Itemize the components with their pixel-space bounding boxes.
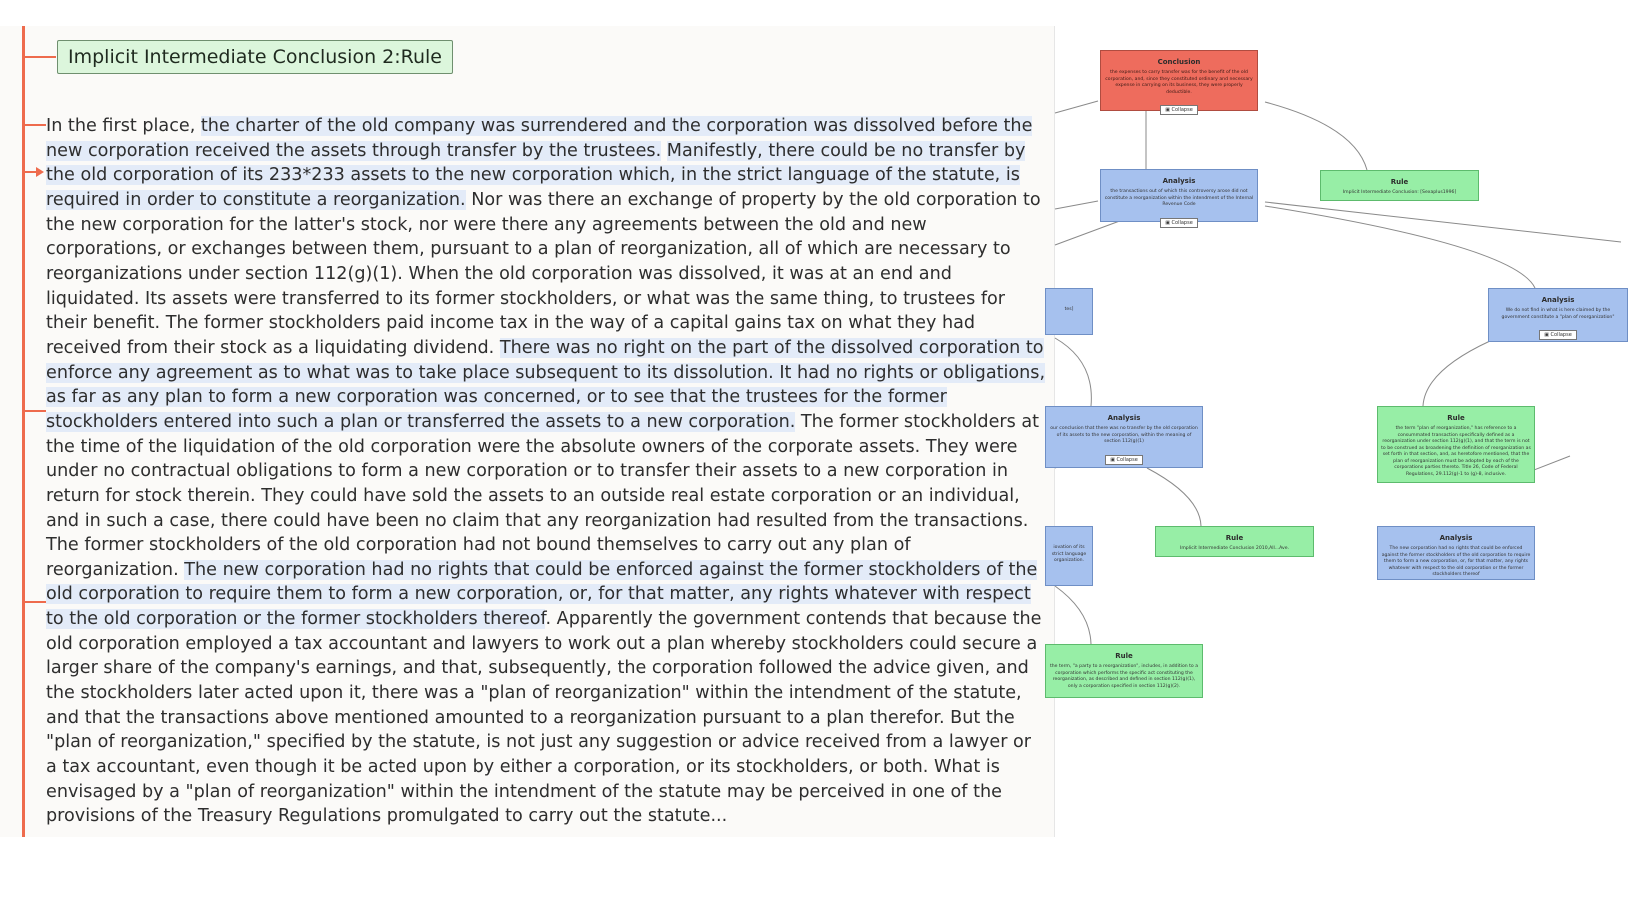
node-text: We do not find in what is here claimed by the government constitute a "plan of reorganization" — [1501, 308, 1615, 320]
branch-connector — [24, 601, 46, 603]
highlighted-sentence[interactable]: There was no right on the part of the dissolved corporation to enforce any agreement as to what was to take place subsequent to its dissolution. It had no rights or obligations, as far as any plan to form a new corporation was concerned, or to see that the trustees for the former stockholders entered into such a plan or transferred the assets to a new corporation. — [46, 337, 1046, 432]
node-text: tes] — [1064, 307, 1074, 312]
tree-spine — [22, 26, 25, 837]
text-segment: Nor was there an exchange of property by the old corporation to the new corporation for the latter's stock, nor were there any agreements between the old and new corporations, or exchanges between them, pursuant to a plan of reorganization, all of which are necessary to reorganizations under section 112(g)(1). When the old corporation was dissolved, it was at an end and liquidated. Its assets were transferred to its former stockholders, or what was the same thing, to trustees for their benefit. The former stockholders paid income tax in the way of a capital gains tax on what they had received from their stock as a liquidating dividend. — [46, 189, 1041, 358]
graph-node-blue-partial-left[interactable] — [1045, 288, 1093, 335]
node-title: Analysis — [1439, 534, 1473, 542]
graph-node-analysis-right[interactable] — [1488, 288, 1628, 342]
node-title: Rule — [1390, 178, 1409, 186]
graph-node-blue-partial-left-2[interactable] — [1045, 526, 1093, 586]
node-text: the transactions out of which this controversy arose did not constitute a reorganization within the intendment of the Internal Revenue Code — [1104, 189, 1254, 207]
argument-graph-pane[interactable] — [1049, 26, 1621, 837]
node-text: the expenses to carry transfer was for the benefit of the old corporation, and, since they constituted ordinary and necessary expense in carrying on its business, they were properly deductible. — [1105, 70, 1253, 95]
graph-node-analysis-mid[interactable] — [1045, 406, 1203, 468]
collapse-button[interactable]: ▣ Collapse — [1160, 105, 1198, 115]
graph-node-analysis-top[interactable] — [1100, 169, 1258, 226]
highlighted-sentence[interactable]: The new corporation had no rights that could be enforced against the former stockholders of the old corporation to require them to form a new corporation, or, for that matter, any rights whatever with respect to the old corporation or the former stockholders thereof — [46, 559, 1038, 630]
branch-connector — [24, 410, 46, 412]
node-text: The new corporation had no rights that could be enforced against the former stockholders of the old corporation to require them to form a new corporation, or, for that matter, any rights whatever with respect to the old corporation or the former stockholders thereof — [1381, 546, 1531, 577]
document-pane — [0, 26, 1055, 837]
graph-node-rule-mid[interactable] — [1377, 406, 1535, 483]
node-title: Rule — [1115, 652, 1133, 660]
collapse-button[interactable]: ▣ Collapse — [1105, 455, 1143, 465]
node-title: Rule — [1447, 414, 1465, 422]
highlighted-sentence[interactable]: the charter of the old company was surrendered and the corporation was dissolved before the new corporation received the assets through transfer by the trustees. — [46, 116, 1033, 161]
graph-node-rule-implicit-2[interactable] — [1155, 526, 1314, 557]
node-text: the term "plan of reorganization," has reference to a consummated transaction specifically defined as a reorganization under section 112(g)(1), and that the term is not to be construed as broadening the definition of reorganization as set forth in that section, and, as heretofore mentioned, that the plan of reorganization must be adopted by each of the corporations parties thereto. Title 26, Code of Federal Regulations, 29.112(g)-1 to (g)-8, inclusive. — [1381, 426, 1531, 477]
node-text: iovation of its strict language organization. — [1051, 545, 1087, 563]
node-title: Conclusion — [1157, 58, 1201, 66]
node-title: Analysis — [1541, 296, 1575, 304]
text-segment: In the first place, — [46, 116, 201, 136]
node-text: Implicit Intermediate Conclusion 2010,All...Ave. — [1179, 546, 1290, 551]
graph-node-rule-top[interactable] — [1320, 170, 1479, 201]
collapse-button[interactable]: ▣ Collapse — [1160, 218, 1198, 228]
text-segment: The former stockholders at the time of the liquidation of the old corporation were the absolute owners of the corporate assets. They were under no contractual obligations to form a new corporation or to transfer their assets to a new corporation in return for stock therein. They could have sold the assets to an outside real estate corporation or an individual, and in such a case, there could have been no claim that any reorganization had resulted from the transactions. The former stockholders of the old corporation had not bound themselves to carry out any plan of reorganization. — [46, 411, 1040, 580]
node-title: Analysis — [1162, 177, 1196, 185]
node-title: Analysis — [1107, 414, 1141, 422]
text-segment — [661, 141, 667, 161]
case-text-paragraph — [46, 114, 1046, 829]
collapse-button[interactable]: ▣ Collapse — [1539, 330, 1577, 340]
node-text: the term, "a party to a reorganization", includes, in addition to a corporation which performs the specific act constituting the reorganization, as described and defined in section 112(g)(1), only a corporation specified in section 112(g)(2). — [1049, 664, 1199, 689]
graph-node-analysis-bottom-right[interactable] — [1377, 526, 1535, 580]
graph-node-conclusion[interactable] — [1100, 50, 1258, 111]
text-segment: . Apparently the government contends that because the old corporation employed a tax accountant and lawyers to work out a plan whereby stockholders could secure a larger share of the company's earnings, and that, subsequently, the corporation followed the advice given, and the stockholders later acted upon it, there was a "plan of reorganization" within the intendment of the statute, and that the transactions above mentioned amounted to a reorganization pursuant to a plan therefor. But the "plan of reorganization," specified by the statute, is not just any suggestion or advice received from a lawyer or a tax accountant, even though it be acted upon by either a corporation, or its stockholders, or both. What is envisaged by a "plan of reorganization" within the intendment of the statute may be perceived in one of the provisions of the Treasury Regulations promulgated to carry out the statute... — [46, 609, 1042, 827]
branch-connector — [24, 56, 56, 58]
graph-node-rule-bottom[interactable] — [1045, 644, 1203, 698]
arrow-right-icon — [36, 167, 44, 177]
node-text: Implicit Intermediate Conclusion: [Sexaplus1996] — [1342, 190, 1457, 195]
node-text: our conclusion that there was no transfer by the old corporation of its assets to the new corporation, within the meaning of section 112(g)(1) — [1050, 426, 1198, 444]
section-heading[interactable]: Implicit Intermediate Conclusion 2:Rule — [57, 40, 453, 74]
highlighted-sentence[interactable]: Manifestly, there could be no transfer by the old corporation of its 233*233 assets to the new corporation which, in the strict language of the statute, is required in order to constitute a reorganization. — [46, 140, 1026, 210]
branch-connector — [24, 124, 46, 126]
node-title: Rule — [1225, 534, 1244, 542]
